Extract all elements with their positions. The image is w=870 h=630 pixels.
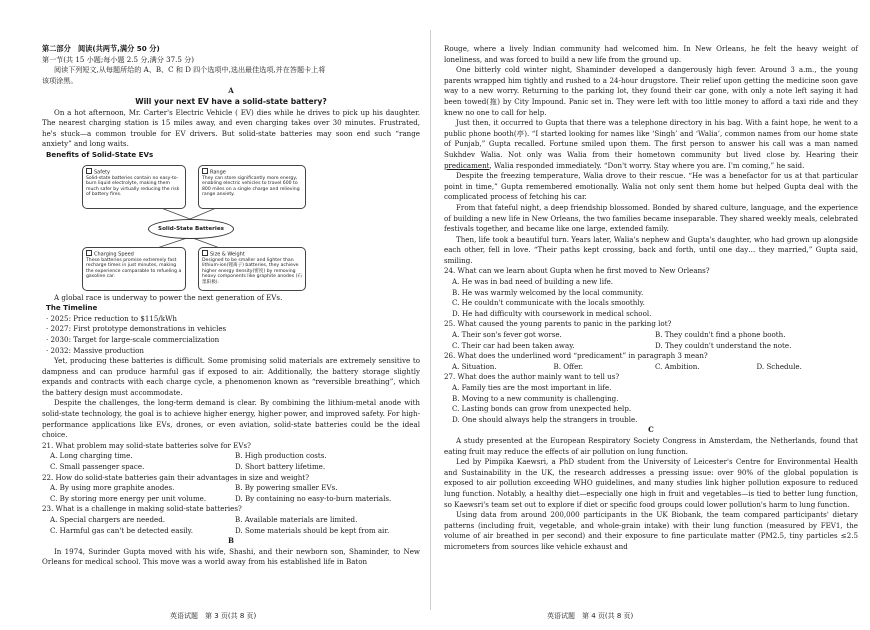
option-b: B. By powering smaller EVs. [235, 483, 338, 493]
option-d: D. Schedule. [756, 361, 802, 371]
size-bubble [198, 247, 306, 291]
instructions-line-1: 阅读下列短文,从每题所给的 A、B、C 和 D 四个选项中,选出最佳选项,并在答题卡上将 [54, 65, 326, 75]
range-heading: Range [210, 169, 226, 176]
option-c: C. Harmful gas can't be detected easily. [50, 525, 193, 535]
safety-text: Solid-state batteries contain no easy-to-burn liquid electrolyte, making them much safer by virtually reducing the risk of battery fires. [86, 175, 180, 198]
infographic-center: Solid-State Batteries [148, 219, 234, 239]
question-27: 27. What does the author mainly want to tell us? [444, 372, 620, 382]
page-footer: 英语试题 第 4 页(共 8 页) [547, 612, 634, 620]
range-text: They can store significantly more energy, enabling electric vehicles to travel 600 to 800 miles on a single charge and relieving range anxiety. [202, 175, 300, 198]
question-26: 26. What does the underlined word “predicament” in paragraph 3 mean? [444, 351, 708, 361]
passage-b-letter: B [228, 536, 234, 546]
question-21-options [42, 462, 420, 473]
passage-c-paragraph-2: Led by Pimpika Kaewsri, a PhD student from the University of Leicester's Centre for Environmental Health and Sustainability in the UK, the research addresses a pressing issue: over 90% of the global population is exposed to air pollution exceeding WHO guidelines, and many studies link higher pollution exposure to reduced lung function. Notably, a healthy diet—especially one high in fruit and vegetables—is tied to better lung function, so Kaewsri's team set out to explore if diet or specific food groups could lower pollution's harm to lung function. [444, 457, 858, 509]
option-a: A. Situation. [452, 361, 497, 371]
timeline-item: · 2027: First prototype demonstrations in vehicles [46, 324, 227, 334]
option-b: B. He was warmly welcomed by the local community. [452, 287, 644, 297]
checkbox-icon [86, 250, 92, 256]
part1-header: 第一节(共 15 小题;每小题 2.5 分,满分 37.5 分) [42, 54, 195, 64]
range-bubble [198, 165, 306, 209]
size-text: Designed to be smaller and lighter than lithium-ion(锂离子) batteries, they achieve higher energy density(密度) by removing heavy components like graphite anodes (石墨阳极). [202, 257, 302, 285]
question-21: 21. What problem may solid-state batteries solve for EVs? [42, 440, 251, 450]
checkbox-icon [86, 168, 92, 174]
page-footer: 英语试题 第 3 页(共 8 页) [170, 612, 257, 620]
option-d: D. He had difficulty with coursework in medical school. [452, 308, 652, 318]
option-c: C. Ambition. [655, 361, 700, 371]
right-column [444, 44, 858, 553]
passage-c-paragraph-3: Using data from around 200,000 participants in the UK Biobank, the team compared participants' dietary patterns (including fruit, vegetable, and whole-grain intake) with their lung function (measured by FEV1, the volume of air breathed in per second) and their exposure to fine particulate matter (PM2.5, tiny particles ≤2.5 micrometers from sources like vehicle exhaust and [444, 510, 858, 551]
question-22-options [42, 494, 420, 505]
safety-heading: Safety [94, 169, 110, 176]
option-d: D. Some materials should be kept from air. [235, 525, 390, 535]
benefits-infographic [78, 163, 308, 291]
timeline-title: The Timeline [46, 303, 98, 313]
question-23-options [42, 515, 420, 526]
passage-b-continued: Rouge, where a lively Indian community had welcomed him. In New Orleans, he felt the heavy weight of loneliness, and was forced to build a new life from the ground up. [444, 44, 858, 64]
passage-a-paragraph-3: Yet, producing these batteries is difficult. Some promising solid materials are extremely sensitive to dampness and can produce harmful gas if exposed to air. Additionally, the battery storage slightly expands and contracts with each charge cycle, a phenomenon known as “reversible breathing”, which the battery design must accommodate. [42, 356, 420, 397]
question-22: 22. How do solid-state batteries gain their advantages in size and weight? [42, 472, 309, 482]
option-d: D. By containing no easy-to-burn materials. [235, 493, 392, 503]
right-page [432, 0, 870, 630]
option-c: C. Their car had been taken away. [452, 340, 575, 350]
option-a: A. Their son's fever got worse. [452, 330, 562, 340]
question-25-options [444, 330, 858, 341]
option-c: C. Small passenger space. [50, 462, 145, 472]
timeline-item: · 2032: Massive production [46, 345, 144, 355]
underlined-word: predicament [444, 160, 490, 170]
option-b: B. Available materials are limited. [235, 515, 358, 524]
timeline-item: · 2030: Target for large-scale commercialization [46, 334, 220, 344]
question-24: 24. What can we learn about Gupta when he first moved to New Orleans? [444, 266, 710, 276]
timeline-item: · 2025: Price reduction to $115/kWh [46, 313, 177, 323]
passage-b-paragraph-1: In 1974, Surinder Gupta moved with his wife, Shashi, and their newborn son, Shaminder, to New Orleans for medical school. This move was a world away from his established life in Baton [42, 546, 420, 567]
option-a: A. Long charging time. [50, 451, 133, 461]
option-d: D. One should always help the strangers in trouble. [452, 414, 638, 424]
question-22-options [42, 483, 420, 494]
option-a: A. Family ties are the most important in life. [452, 383, 612, 392]
passage-a-paragraph-2: A global race is underway to power the next generation of EVs. [54, 292, 283, 302]
option-b: B. High production costs. [235, 451, 327, 461]
passage-a-letter: A [228, 86, 234, 96]
option-b: B. Offer. [553, 361, 584, 371]
option-a: A. By using more graphite anodes. [50, 483, 175, 493]
option-c: C. By storing more energy per unit volume. [50, 493, 207, 503]
passage-b-paragraph-2: One bitterly cold winter night, Shaminder developed a dangerously high fever. Around 3 a.m., the young parents wrapped him tightly and rushed to a 24-hour drugstore. Their relief upon getting the medicine soon gave way to a new worry. Returning to the parking lot, they found their car gone, with only a note left saying it had been towed(拖) by City Impound. Panic set in. They were left with too little money to afford a taxi ride and they knew no one to call for help. [444, 65, 858, 117]
option-c: C. Lasting bonds can grow from unexpected help. [452, 404, 632, 414]
charging-bubble [82, 247, 186, 291]
charging-text: These batteries promise extremely fast recharge times in just minutes, making the experience comparable to refueling a gasoline car. [86, 257, 182, 280]
option-b: B. They couldn't find a phone booth. [655, 330, 786, 340]
option-d: D. They couldn't understand the note. [655, 340, 792, 350]
option-a: A. Special chargers are needed. [50, 515, 165, 524]
passage-b-paragraph-5: From that fateful night, a deep friendship blossomed. Bonded by shared culture, language, and the experience of building a new life in New Orleans, the two families became inseparable. They shared weekly meals, celebrated festivals together, and became like one large, extended family. [444, 202, 858, 234]
page-divider [430, 30, 431, 610]
passage-b-paragraph-4: Despite the freezing temperature, Walia drove to their rescue. “He was a benefactor for us at that particular point in time,” Gupta remembered emotionally. Walia not only sent them home but helped Gupta deal with the complicated process of fetching his car. [444, 171, 858, 202]
charging-heading: Charging Speed [94, 251, 134, 258]
passage-b-paragraph-3: Just then, it occurred to Gupta that there was a telephone directory in his bag. With a faint hope, he went to a public phone booth(亭). “I started looking for names like ‘Singh’ and ‘Walia’, common names from our home state of Punjab,” Gupta recalled. Fortune smiled upon them. The first person to answer his call was a man named Sukhdev Walia. Not only was Walia from their hometown community but lived close by. Hearing their predicament, Walia responded immediately. “Don't worry. Stay where you are. I'm coming,” he said. [444, 118, 858, 170]
passage-a-paragraph-4: Despite the challenges, the long-term demand is clear. By combining the lithium-metal anode with solid-state technology, the goal is to achieve higher energy, higher power, and improved safety. For high-performance applications like EVs, drones, or even aviation, solid-state batteries could be the ideal choice. [42, 398, 420, 440]
checkbox-icon [202, 168, 208, 174]
passage-a-paragraph-1: On a hot afternoon, Mr. Carter's Electric Vehicle ( EV) dies while he drives to pick up his daughter. The nearest charging station is 15 miles away, and even charging takes over 30 minutes. Frustrated, he's stuck—a common trouble for EV drivers. But solid-state batteries may soon end such “range anxiety” and long waits. [42, 107, 420, 149]
question-26-options [444, 362, 858, 373]
question-23-options [42, 526, 420, 537]
question-23: 23. What is a challenge in making solid-state batteries? [42, 504, 242, 514]
instructions-line-2: 该项涂黑。 [42, 75, 78, 85]
passage-b-paragraph-6: Then, life took a beautiful turn. Years later, Walia's nephew and Gupta's daughter, who had grown up alongside each other, fell in love. “Their paths kept crossing, back and forth, until one day… they married,” Gupta said, smiling. [444, 234, 858, 265]
option-b: B. Moving to a new community is challenging. [452, 393, 619, 403]
question-25-options [444, 341, 858, 352]
size-heading: Size & Weight [210, 251, 245, 258]
option-a: A. He was in bad need of building a new life. [452, 277, 614, 287]
question-21-options [42, 451, 420, 462]
option-c: C. He couldn't communicate with the locals smoothly. [452, 298, 645, 308]
passage-c-letter: C [648, 425, 654, 435]
section-header: 第二部分 阅读(共两节,满分 50 分) [42, 44, 160, 53]
left-page [0, 0, 430, 630]
passage-a-title: Will your next EV have a solid-state battery? [135, 96, 327, 106]
infographic-title: Benefits of Solid-State EVs [46, 149, 154, 159]
left-column [42, 44, 420, 568]
passage-c-paragraph-1: A study presented at the European Respiratory Society Congress in Amsterdam, the Netherlands, found that eating fruit may reduce the effects of air pollution on lung function. [444, 435, 858, 456]
question-25: 25. What caused the young parents to panic in the parking lot? [444, 319, 672, 329]
checkbox-icon [202, 250, 208, 256]
option-d: D. Short battery lifetime. [235, 462, 326, 472]
safety-bubble [82, 165, 186, 209]
